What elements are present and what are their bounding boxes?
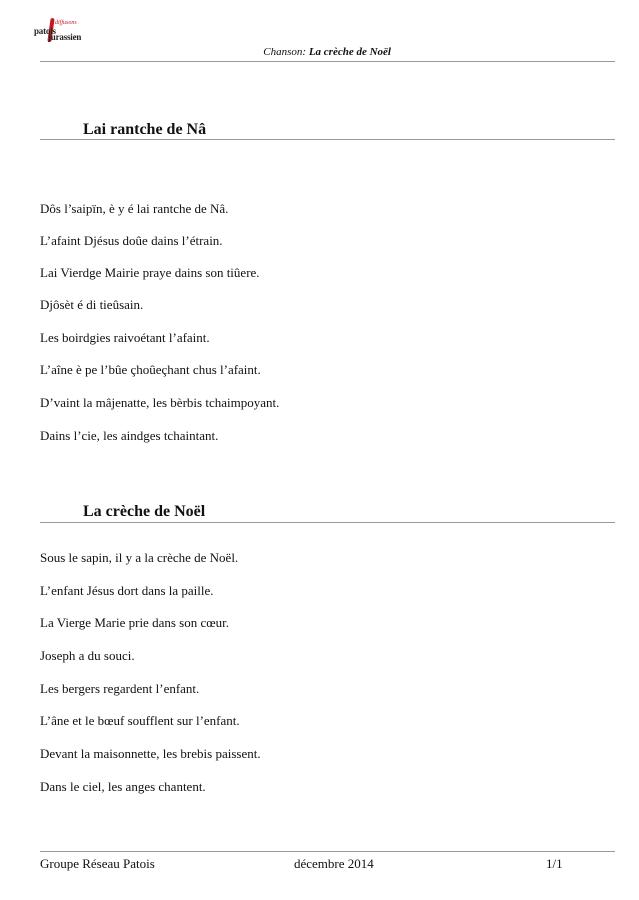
verse-line-french: La Vierge Marie prie dans son cœur. — [40, 615, 229, 630]
logo-word-patois: patois — [34, 26, 56, 36]
verse-line-patois: Djôsèt é di tieûsain. — [40, 297, 144, 312]
footer-page-number: 1/1 — [546, 856, 563, 871]
header-rule — [40, 61, 615, 62]
verse-line-french: Devant la maisonnette, les brebis paissent. — [40, 746, 261, 761]
logo — [34, 18, 84, 44]
verse-line-french: L’enfant Jésus dort dans la paille. — [40, 583, 214, 598]
verse-line-patois: Dains l’cie, les aindges tchaintant. — [40, 428, 219, 443]
verse-line-french: Dans le ciel, les anges chantent. — [40, 779, 206, 794]
verse-line-french: Les bergers regardent l’enfant. — [40, 681, 200, 696]
verse-line-patois: Les boirdgies raivoétant l’afaint. — [40, 330, 210, 345]
verse-line-patois: L’aîne è pe l’bûe çhoûeçhant chus l’afaint. — [40, 362, 261, 377]
logo-word-jurassien: jurassien — [48, 32, 82, 42]
footer-left: Groupe Réseau Patois — [40, 856, 155, 871]
section-heading-french: La crèche de Noël — [83, 503, 206, 520]
footer-rule — [40, 851, 615, 852]
section-heading-patois: Lai rantche de Nâ — [83, 121, 207, 138]
section-rule-patois — [40, 139, 615, 140]
logo-small-word: diffusons — [55, 20, 77, 26]
verse-line-patois: D’vaint la mâjenatte, les bèrbis tchaimpoyant. — [40, 395, 280, 410]
running-header — [263, 46, 391, 58]
verse-line-patois: Lai Vierdge Mairie praye dains son tiûere. — [40, 265, 260, 280]
verse-line-patois: Dôs l’saipïn, è y é lai rantche de Nâ. — [40, 201, 229, 216]
section-rule-french — [40, 522, 615, 523]
footer-date: décembre 2014 — [294, 856, 374, 871]
verse-line-french: Joseph a du souci. — [40, 648, 135, 663]
verse-line-patois: L’afaint Djésus doûe dains l’étrain. — [40, 233, 223, 248]
verse-line-french: L’âne et le bœuf soufflent sur l’enfant. — [40, 713, 240, 728]
running-header-title: La crèche de Noël — [308, 46, 391, 58]
running-header-prefix: Chanson: — [263, 46, 309, 58]
verse-line-french: Sous le sapin, il y a la crèche de Noël. — [40, 550, 239, 565]
